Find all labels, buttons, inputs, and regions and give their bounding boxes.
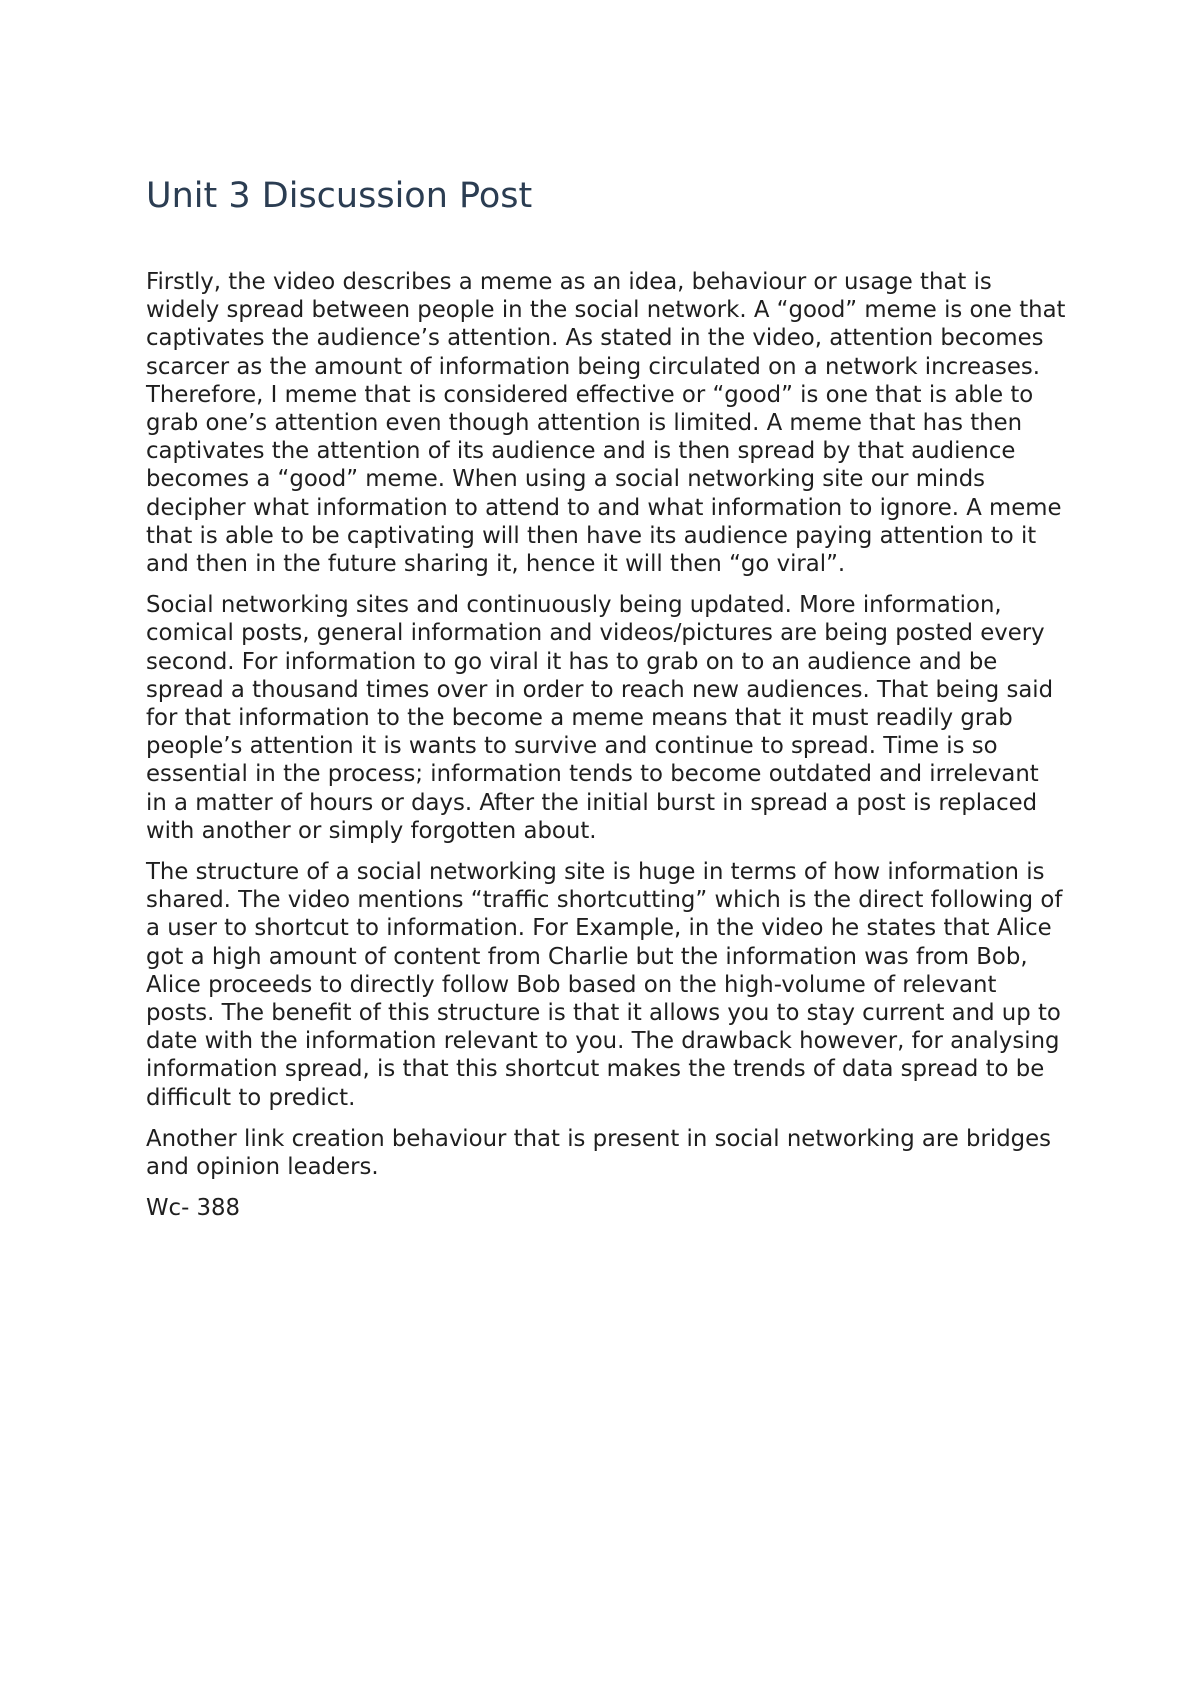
- paragraph-updates: Social networking sites and continuously being updated. More information, comical posts, general information and videos/pictures are being posted every second. For information to go viral it has to grab on to an audience and be spread a thousand times over in order to reach new audiences. That being said for that information to the become a meme means that it must readily grab people’s attention it is wants to survive and continue to spread. Time is so essential in the process; information tends to become outdated and irrelevant in a matter of hours or days. After the initial burst in spread a post is replaced with another or simply forgotten about.: [146, 592, 1054, 844]
- document-content: [146, 170, 1066, 1223]
- paragraph-structure: The structure of a social networking site is huge in terms of how information is shared. The video mentions “traffic shortcutting” which is the direct following of a user to shortcut to information. For Example, in the video he states that Alice got a high amount of content from Charlie but the information was from Bob, Alice proceeds to directly follow Bob based on the high-volume of relevant posts. The benefit of this structure is that it allows you to stay current and up to date with the information relevant to you. The drawback however, for analysing information spread, is that this shortcut makes the trends of data spread to be difficult to predict.: [146, 859, 1063, 1111]
- word-count: Wc- 388: [146, 1195, 241, 1222]
- document-title: Unit 3 Discussion Post: [146, 176, 533, 216]
- paragraph-link-creation: Another link creation behaviour that is present in social networking are bridges and opinion leaders.: [146, 1125, 1052, 1181]
- paragraph-meme-definition: Firstly, the video describes a meme as an idea, behaviour or usage that is widely spread between people in the social network. A “good” meme is one that captivates the audience’s attention. As stated in the video, attention becomes scarcer as the amount of information being circulated on a network increases. Therefore, I meme that is considered effective or “good” is one that is able to grab one’s attention even though attention is limited. A meme that has then captivates the attention of its audience and is then spread by that audience becomes a “good” meme. When using a social networking site our minds decipher what information to attend to and what information to ignore. A meme that is able to be captivating will then have its audience paying attention to it and then in the future sharing it, hence it will then “go viral”.: [146, 269, 1066, 578]
